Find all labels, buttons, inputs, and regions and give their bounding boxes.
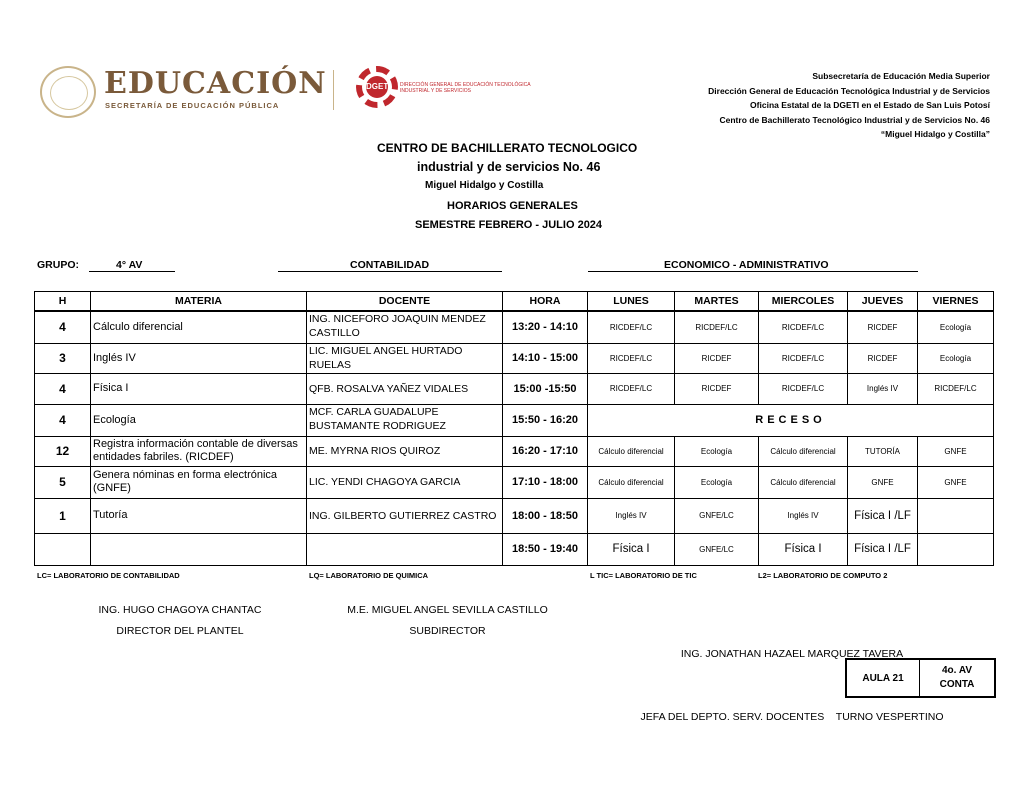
tuesday-cell: RICDEF: [675, 343, 759, 373]
teacher-cell: LIC. YENDI CHAGOYA GARCIA: [307, 466, 503, 498]
legend-ltic: L TIC= LABORATORIO DE TIC: [590, 571, 697, 580]
hours-cell: 4: [35, 404, 91, 436]
friday-cell: RICDEF/LC: [918, 373, 994, 404]
signature-name: ING. HUGO CHAGOYA CHANTAC: [98, 604, 262, 616]
time-cell: 15:00 -15:50: [503, 373, 588, 404]
time-cell: 17:10 - 18:00: [503, 466, 588, 498]
teacher-cell: [307, 533, 503, 565]
teacher-cell: ING. NICEFORO JOAQUIN MENDEZ CASTILLO: [307, 311, 503, 343]
schedule-title: HORARIOS GENERALES: [447, 200, 578, 212]
signature-role: SUBDIRECTOR: [409, 625, 486, 637]
hours-cell: 12: [35, 436, 91, 466]
school-name: CENTRO DE BACHILLERATO TECNOLOGICO: [377, 141, 638, 155]
friday-cell: [918, 533, 994, 565]
career-underline: [278, 271, 502, 272]
wednesday-cell: RICDEF/LC: [759, 373, 848, 404]
tuesday-cell: RICDEF/LC: [675, 311, 759, 343]
monday-cell: RICDEF/LC: [588, 373, 675, 404]
col-header-lunes: LUNES: [588, 292, 675, 312]
area-value: ECONOMICO - ADMINISTRATIVO: [664, 259, 829, 271]
hours-cell: [35, 533, 91, 565]
table-row: [35, 343, 994, 373]
col-header-materia: MATERIA: [91, 292, 307, 312]
table-row: [35, 466, 994, 498]
teacher-cell: LIC. MIGUEL ANGEL HURTADO RUELAS: [307, 343, 503, 373]
classroom-box: [845, 658, 996, 698]
dgeti-gear-icon: [356, 66, 398, 108]
logo-divider: [333, 70, 334, 110]
time-cell: 18:50 - 19:40: [503, 533, 588, 565]
table-row: [35, 533, 994, 565]
subject-cell: [91, 533, 307, 565]
career-value: CONTABILIDAD: [350, 259, 430, 271]
classroom-number: AULA 21: [846, 659, 920, 697]
legend-lq: LQ= LABORATORIO DE QUIMICA: [309, 571, 429, 580]
tuesday-cell: Ecología: [675, 466, 759, 498]
area-underline: [588, 271, 918, 272]
government-seal-icon: [40, 66, 96, 118]
wednesday-cell: RICDEF/LC: [759, 311, 848, 343]
table-row: [35, 373, 994, 404]
signature-director: [80, 600, 280, 642]
thursday-cell: RICDEF: [848, 343, 918, 373]
wednesday-cell: RICDEF/LC: [759, 343, 848, 373]
header-line: Oficina Estatal de la DGETI en el Estado de San Luis Potosí: [750, 100, 990, 110]
classroom-group: [920, 659, 996, 697]
monday-cell: RICDEF/LC: [588, 343, 675, 373]
teacher-cell: ME. MYRNA RIOS QUIROZ: [307, 436, 503, 466]
friday-cell: Ecología: [918, 343, 994, 373]
thursday-cell: GNFE: [848, 466, 918, 498]
tuesday-cell: GNFE/LC: [675, 533, 759, 565]
tuesday-cell: RICDEF: [675, 373, 759, 404]
thursday-cell: TUTORÍA: [848, 436, 918, 466]
monday-cell: RICDEF/LC: [588, 311, 675, 343]
teacher-cell: QFB. ROSALVA YAÑEZ VIDALES: [307, 373, 503, 404]
classroom-group-line2: CONTA: [939, 679, 975, 690]
hours-cell: 4: [35, 373, 91, 404]
monday-cell: Cálculo diferencial: [588, 436, 675, 466]
teacher-cell: ING. GILBERTO GUTIERREZ CASTRO: [307, 498, 503, 533]
classroom-group-line1: 4o. AV: [941, 665, 972, 676]
dgeti-logo-text: DIRECCIÓN GENERAL DE EDUCACIÓN TECNOLÓGICA INDUSTRIAL Y DE SERVICIOS: [400, 82, 531, 94]
dgeti-mark: DGETI: [366, 76, 388, 98]
monday-cell: Inglés IV: [588, 498, 675, 533]
hours-cell: 4: [35, 311, 91, 343]
subject-cell: Física I: [91, 373, 307, 404]
group-underline: [89, 271, 175, 272]
signature-name: M.E. MIGUEL ANGEL SEVILLA CASTILLO: [347, 604, 548, 616]
col-header-viernes: VIERNES: [918, 292, 994, 312]
time-cell: 16:20 - 17:10: [503, 436, 588, 466]
recess-cell: [588, 404, 994, 436]
col-header-h: H: [35, 292, 91, 312]
subject-cell: Genera nóminas en forma electrónica (GNFE): [91, 466, 307, 498]
time-cell: 14:10 - 15:00: [503, 343, 588, 373]
wednesday-cell: Cálculo diferencial: [759, 436, 848, 466]
time-cell: 15:50 - 16:20: [503, 404, 588, 436]
col-header-docente: DOCENTE: [307, 292, 503, 312]
wednesday-cell: Cálculo diferencial: [759, 466, 848, 498]
tuesday-cell: GNFE/LC: [675, 498, 759, 533]
signature-role: DIRECTOR DEL PLANTEL: [116, 625, 244, 637]
thursday-cell: RICDEF: [848, 311, 918, 343]
hours-cell: 3: [35, 343, 91, 373]
table-row: [35, 404, 994, 436]
col-header-jueves: JUEVES: [848, 292, 918, 312]
wednesday-cell: Inglés IV: [759, 498, 848, 533]
school-subtitle: industrial y de servicios No. 46: [417, 160, 601, 174]
monday-cell: Cálculo diferencial: [588, 466, 675, 498]
hours-cell: 1: [35, 498, 91, 533]
group-value: 4° AV: [116, 259, 143, 271]
schedule-table: [34, 291, 994, 566]
subject-cell: Cálculo diferencial: [91, 311, 307, 343]
table-row: [35, 436, 994, 466]
school-honoree: Miguel Hidalgo y Costilla: [425, 180, 544, 191]
hours-cell: 5: [35, 466, 91, 498]
col-header-martes: MARTES: [675, 292, 759, 312]
header-line: “Miguel Hidalgo y Costilla”: [880, 129, 990, 139]
legend-l2: L2= LABORATORIO DE COMPUTO 2: [758, 571, 888, 580]
table-row: [35, 311, 994, 343]
signature-role: JEFA DEL DEPTO. SERV. DOCENTES TURNO VESPERTINO: [640, 711, 944, 723]
signature-subdirector: [330, 600, 565, 642]
semester-title: SEMESTRE FEBRERO - JULIO 2024: [415, 219, 603, 231]
friday-cell: [918, 498, 994, 533]
teacher-cell: MCF. CARLA GUADALUPE BUSTAMANTE RODRIGUEZ: [307, 404, 503, 436]
table-header-row: [35, 292, 994, 312]
thursday-cell: Física I /LF: [848, 533, 918, 565]
subject-cell: Tutoría: [91, 498, 307, 533]
header-line: Subsecretaría de Educación Media Superior: [812, 71, 990, 81]
col-header-miercoles: MIERCOLES: [759, 292, 848, 312]
group-label: GRUPO:: [37, 259, 79, 271]
legend-lc: LC= LABORATORIO DE CONTABILIDAD: [37, 571, 180, 580]
tuesday-cell: Ecología: [675, 436, 759, 466]
friday-cell: Ecología: [918, 311, 994, 343]
friday-cell: GNFE: [918, 466, 994, 498]
table-row: [35, 498, 994, 533]
thursday-cell: Física I /LF: [848, 498, 918, 533]
header-line: Dirección General de Educación Tecnológica Industrial y de Servicios: [708, 85, 990, 96]
header-line: Centro de Bachillerato Tecnológico Industrial y de Servicios No. 46: [719, 114, 990, 125]
time-cell: 13:20 - 14:10: [503, 311, 588, 343]
time-cell: 18:00 - 18:50: [503, 498, 588, 533]
subject-cell: Inglés IV: [91, 343, 307, 373]
thursday-cell: Inglés IV: [848, 373, 918, 404]
monday-cell: Física I: [588, 533, 675, 565]
wednesday-cell: Física I: [759, 533, 848, 565]
friday-cell: GNFE: [918, 436, 994, 466]
recess-label: RECESO: [755, 414, 826, 426]
educacion-logo-title: EDUCACIÓN: [104, 66, 327, 101]
col-header-hora: HORA: [503, 292, 588, 312]
educacion-logo-subtitle: SECRETARÍA DE EDUCACIÓN PÚBLICA: [105, 101, 280, 110]
subject-cell: Ecología: [91, 404, 307, 436]
institution-header: [708, 69, 990, 142]
signature-name: ING. JONATHAN HAZAEL MARQUEZ TAVERA: [680, 648, 904, 660]
subject-cell: Registra información contable de diversas entidades fabriles. (RICDEF): [91, 436, 307, 466]
